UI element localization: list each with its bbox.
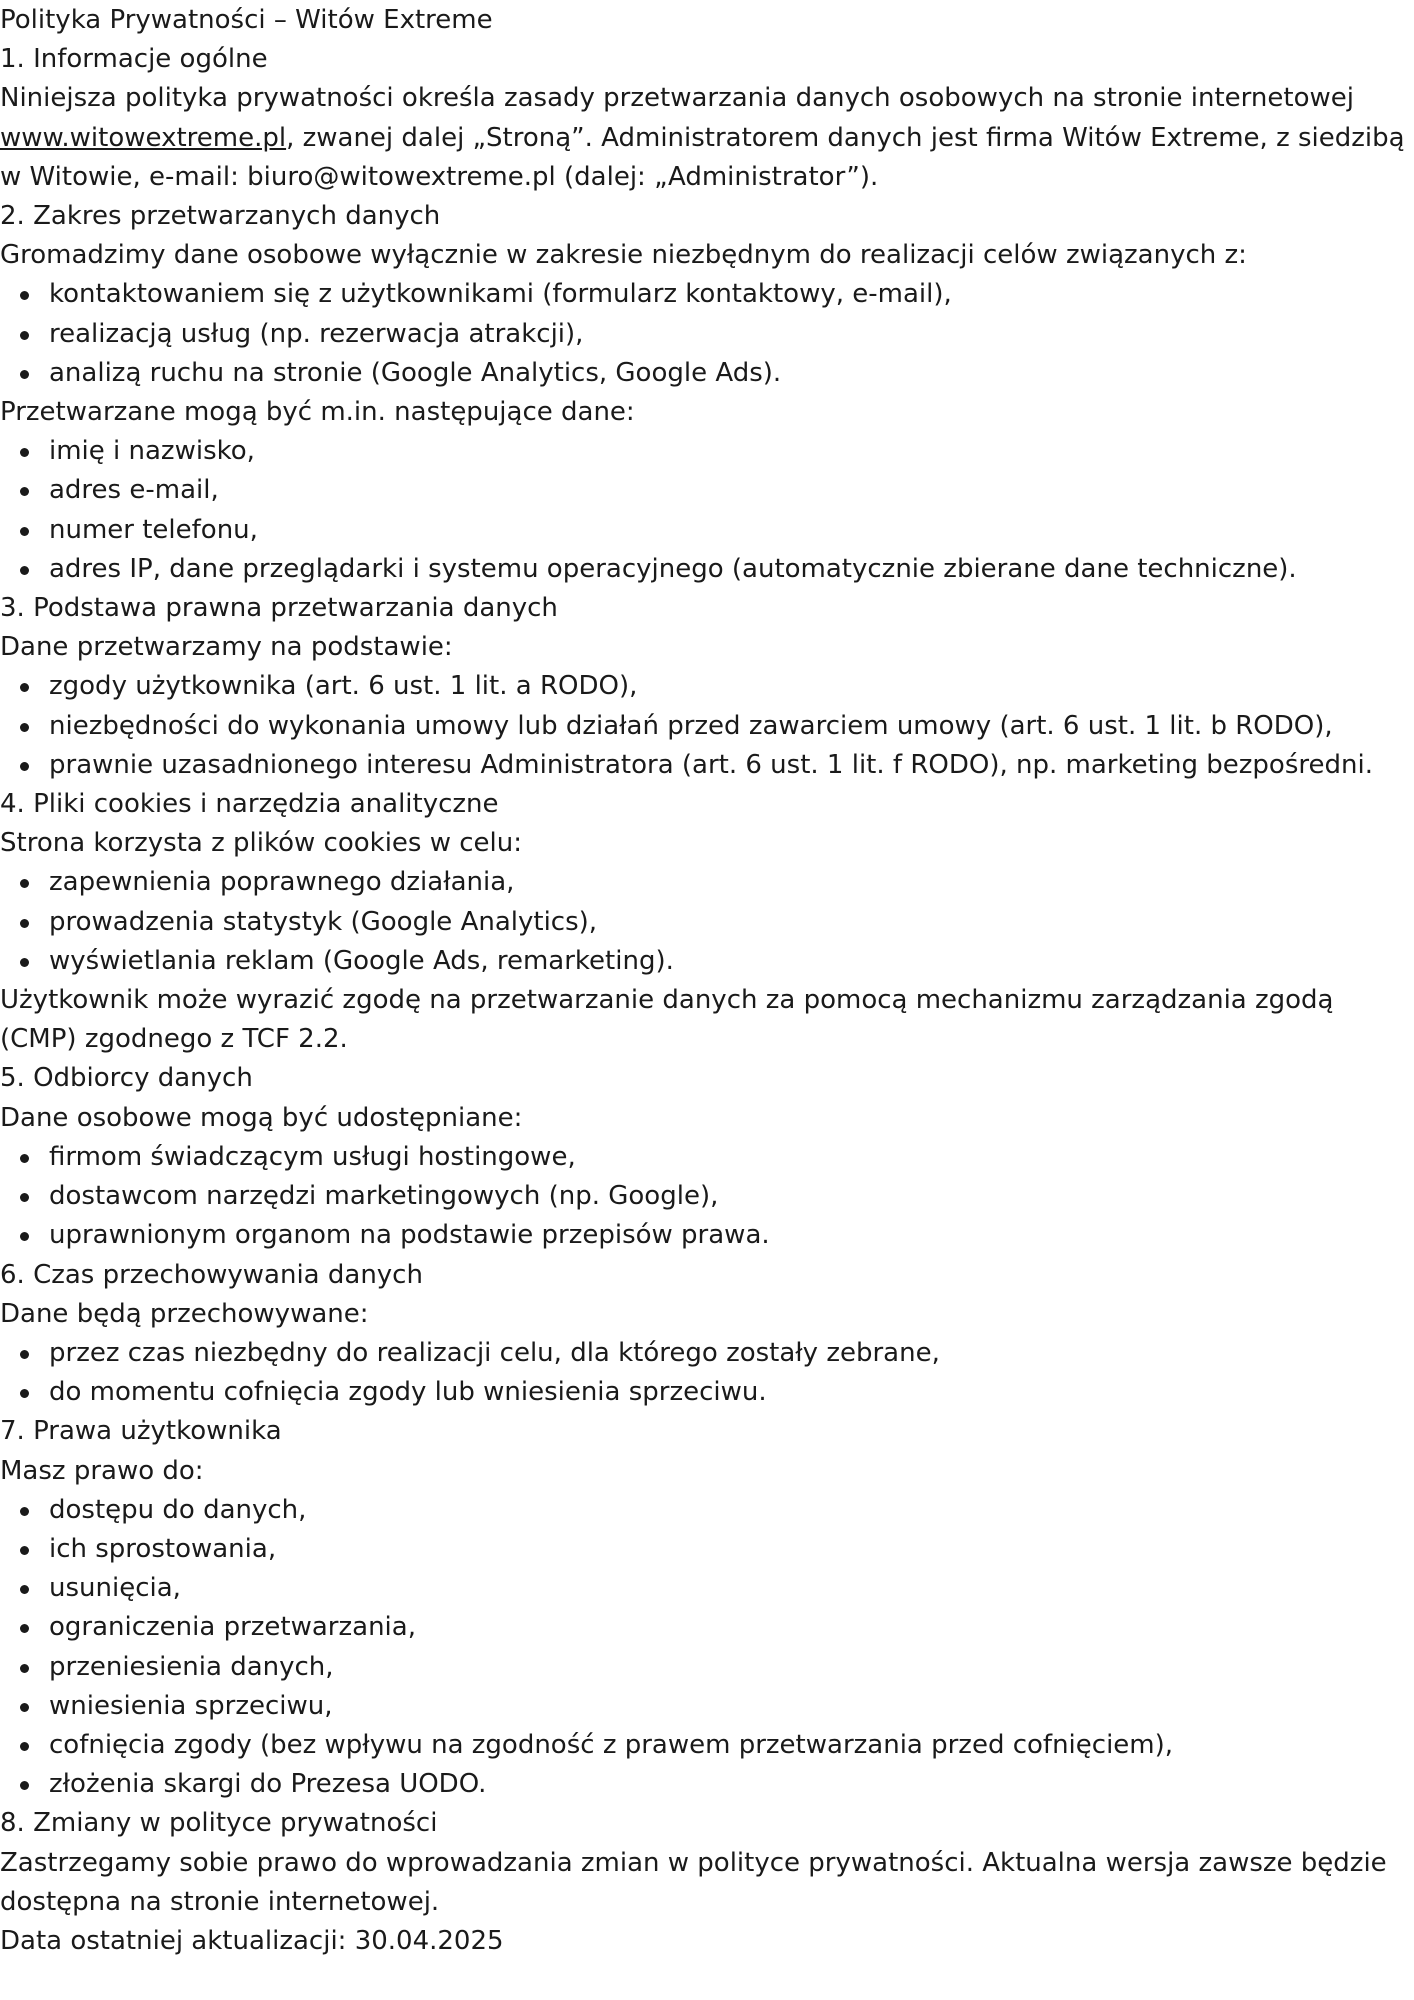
bullet-icon bbox=[20, 683, 29, 692]
section-1-text-post: , zwanej dalej „Stroną”. Administratorem danych jest firma Witów Extreme, z siedzibą w Witowie, e-mail: biuro@witowextreme.pl (dalej: „Administrator”). bbox=[0, 122, 1405, 192]
bullet-icon bbox=[20, 1389, 29, 1398]
list-item bbox=[0, 1334, 1414, 1373]
bullet-icon bbox=[20, 1507, 29, 1516]
bullet-icon bbox=[20, 1585, 29, 1594]
section-2-heading: 2. Zakres przetwarzanych danych bbox=[0, 201, 441, 232]
section-3-list bbox=[0, 667, 1414, 785]
list-item bbox=[0, 903, 1414, 942]
bullet-icon bbox=[20, 723, 29, 732]
bullet-icon bbox=[20, 331, 29, 340]
section-3-heading: 3. Podstawa prawna przetwarzania danych bbox=[0, 593, 558, 624]
list-item-text: dostępu do danych, bbox=[49, 1494, 307, 1525]
list-item bbox=[0, 432, 1414, 471]
page-title: Polityka Prywatności – Witów Extreme bbox=[0, 5, 493, 35]
list-item-text: do momentu cofnięcia zgody lub wniesienia sprzeciwu. bbox=[49, 1377, 767, 1408]
list-item-text: usunięcia, bbox=[49, 1573, 181, 1604]
list-item-text: niezbędności do wykonania umowy lub działań przed zawarciem umowy (art. 6 ust. 1 lit. b RODO), bbox=[49, 710, 1333, 741]
section-4-outro: Użytkownik może wyrazić zgodę na przetwarzanie danych za pomocą mechanizmu zarządzania zgodą (CMP) zgodnego z TCF 2.2. bbox=[0, 985, 1334, 1055]
bullet-icon bbox=[20, 1232, 29, 1241]
list-item-text: analizą ruchu na stronie (Google Analytics, Google Ads). bbox=[49, 357, 782, 388]
section-5-list bbox=[0, 1138, 1414, 1256]
bullet-icon bbox=[20, 1703, 29, 1712]
section-8-paragraph: Zastrzegamy sobie prawo do wprowadzania zmian w polityce prywatności. Aktualna wersja zawsze będzie dostępna na stronie internetowej. bbox=[0, 1847, 1387, 1917]
bullet-icon bbox=[20, 879, 29, 888]
list-item bbox=[0, 1648, 1414, 1687]
section-6-heading: 6. Czas przechowywania danych bbox=[0, 1259, 423, 1290]
bullet-icon bbox=[20, 1193, 29, 1202]
bullet-icon bbox=[20, 1546, 29, 1555]
list-item bbox=[0, 1608, 1414, 1647]
list-item-text: złożenia skargi do Prezesa UODO. bbox=[49, 1769, 487, 1800]
list-item bbox=[0, 942, 1414, 981]
list-item-text: prawnie uzasadnionego interesu Administratora (art. 6 ust. 1 lit. f RODO), np. marketing bezpośredni. bbox=[49, 749, 1373, 780]
list-item bbox=[0, 315, 1414, 354]
section-2-intro-2: Przetwarzane mogą być m.in. następujące dane: bbox=[0, 397, 635, 428]
list-item-text: zapewnienia poprawnego działania, bbox=[49, 867, 515, 898]
list-item bbox=[0, 550, 1414, 589]
list-item-text: realizacją usług (np. rezerwacja atrakcji), bbox=[49, 318, 584, 349]
section-4-heading: 4. Pliki cookies i narzędzia analityczne bbox=[0, 789, 499, 820]
list-item-text: ich sprostowania, bbox=[49, 1533, 277, 1564]
bullet-icon bbox=[20, 370, 29, 379]
section-4-list bbox=[0, 863, 1414, 981]
list-item bbox=[0, 1138, 1414, 1177]
bullet-icon bbox=[20, 527, 29, 536]
section-2-data-list bbox=[0, 432, 1414, 589]
bullet-icon bbox=[20, 448, 29, 457]
website-link[interactable]: www.witowextreme.pl bbox=[0, 122, 287, 153]
list-item-text: ograniczenia przetwarzania, bbox=[49, 1612, 416, 1643]
section-5-heading: 5. Odbiorcy danych bbox=[0, 1063, 253, 1094]
bullet-icon bbox=[20, 487, 29, 496]
list-item-text: adres e-mail, bbox=[49, 475, 219, 506]
section-8-heading: 8. Zmiany w polityce prywatności bbox=[0, 1808, 438, 1839]
list-item bbox=[0, 667, 1414, 706]
section-5-intro: Dane osobowe mogą być udostępniane: bbox=[0, 1102, 523, 1133]
list-item-text: kontaktowaniem się z użytkownikami (formularz kontaktowy, e-mail), bbox=[49, 279, 952, 310]
bullet-icon bbox=[20, 291, 29, 300]
list-item-text: prowadzenia statystyk (Google Analytics), bbox=[49, 906, 598, 937]
bullet-icon bbox=[20, 1350, 29, 1359]
bullet-icon bbox=[20, 1154, 29, 1163]
list-item-text: dostawcom narzędzi marketingowych (np. Google), bbox=[49, 1181, 719, 1212]
bullet-icon bbox=[20, 1624, 29, 1633]
list-item bbox=[0, 1373, 1414, 1412]
list-item bbox=[0, 1765, 1414, 1804]
list-item-text: zgody użytkownika (art. 6 ust. 1 lit. a RODO), bbox=[49, 671, 638, 702]
section-4-intro: Strona korzysta z plików cookies w celu: bbox=[0, 828, 523, 859]
list-item-text: wniesienia sprzeciwu, bbox=[49, 1690, 333, 1721]
section-2-intro: Gromadzimy dane osobowe wyłącznie w zakresie niezbędnym do realizacji celów związanych z: bbox=[0, 240, 1247, 271]
bullet-icon bbox=[20, 1664, 29, 1673]
list-item bbox=[0, 1687, 1414, 1726]
section-7-heading: 7. Prawa użytkownika bbox=[0, 1416, 282, 1447]
list-item bbox=[0, 511, 1414, 550]
bullet-icon bbox=[20, 1742, 29, 1751]
bullet-icon bbox=[20, 1781, 29, 1790]
section-6-list bbox=[0, 1334, 1414, 1412]
list-item bbox=[0, 707, 1414, 746]
section-7-list bbox=[0, 1491, 1414, 1805]
list-item-text: przez czas niezbędny do realizacji celu, dla którego zostały zebrane, bbox=[49, 1337, 940, 1368]
bullet-icon bbox=[20, 762, 29, 771]
list-item bbox=[0, 1216, 1414, 1255]
list-item-text: przeniesienia danych, bbox=[49, 1651, 334, 1682]
list-item-text: numer telefonu, bbox=[49, 514, 258, 545]
list-item-text: wyświetlania reklam (Google Ads, remarketing). bbox=[49, 945, 674, 976]
section-6-intro: Dane będą przechowywane: bbox=[0, 1298, 369, 1329]
list-item bbox=[0, 1726, 1414, 1765]
list-item bbox=[0, 1530, 1414, 1569]
list-item bbox=[0, 746, 1414, 785]
list-item-text: cofnięcia zgody (bez wpływu na zgodność z prawem przetwarzania przed cofnięciem), bbox=[49, 1729, 1174, 1760]
list-item bbox=[0, 471, 1414, 510]
list-item bbox=[0, 863, 1414, 902]
section-1-heading: 1. Informacje ogólne bbox=[0, 44, 268, 75]
list-item-text: firmom świadczącym usługi hostingowe, bbox=[49, 1141, 576, 1172]
section-3-intro: Dane przetwarzamy na podstawie: bbox=[0, 632, 453, 663]
list-item bbox=[0, 1569, 1414, 1608]
bullet-icon bbox=[20, 919, 29, 928]
section-1-paragraph bbox=[0, 79, 1412, 197]
section-1-text-pre: Niniejsza polityka prywatności określa zasady przetwarzania danych osobowych na stronie internetowej bbox=[0, 83, 1354, 114]
list-item bbox=[0, 354, 1414, 393]
list-item-text: adres IP, dane przeglądarki i systemu operacyjnego (automatycznie zbierane dane techniczne). bbox=[49, 553, 1297, 584]
list-item bbox=[0, 275, 1414, 314]
list-item bbox=[0, 1177, 1414, 1216]
list-item-text: imię i nazwisko, bbox=[49, 436, 255, 467]
section-2-purposes-list bbox=[0, 275, 1414, 393]
bullet-icon bbox=[20, 566, 29, 575]
section-7-intro: Masz prawo do: bbox=[0, 1455, 204, 1486]
list-item bbox=[0, 1491, 1414, 1530]
list-item-text: uprawnionym organom na podstawie przepisów prawa. bbox=[49, 1220, 770, 1251]
bullet-icon bbox=[20, 958, 29, 967]
last-updated: Data ostatniej aktualizacji: 30.04.2025 bbox=[0, 1925, 504, 1956]
